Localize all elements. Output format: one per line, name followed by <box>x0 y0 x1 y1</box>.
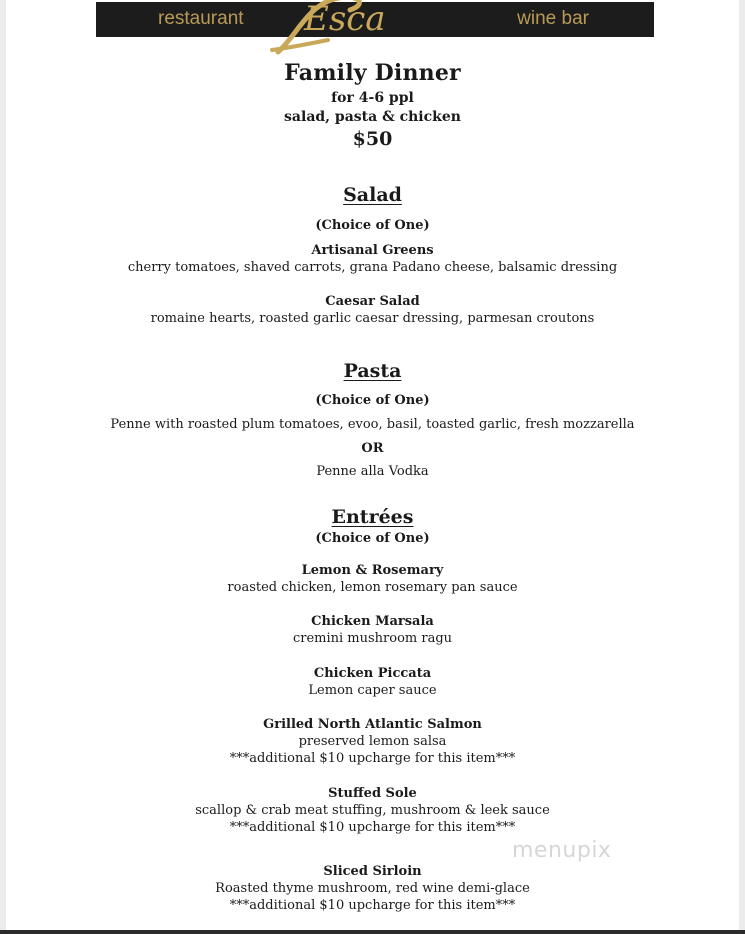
entree-item-desc: Lemon caper sauce <box>308 683 437 698</box>
esca-logo-text: Esca <box>304 0 386 39</box>
page-bottom-edge <box>0 930 745 934</box>
serves-line: for 4-6 ppl <box>331 90 414 106</box>
entree-item-name: Grilled North Atlantic Salmon <box>263 717 482 732</box>
entrees-choice: (Choice of One) <box>315 531 430 546</box>
entree-item-desc: cremini mushroom ragu <box>292 631 453 646</box>
salad-item-name: Artisanal Greens <box>311 243 434 258</box>
pasta-heading: Pasta <box>343 360 402 382</box>
salad-item-desc: cherry tomatoes, shaved carrots, grana Padano cheese, balsamic dressing <box>127 260 618 275</box>
entree-item-name: Chicken Piccata <box>313 666 432 681</box>
header-restaurant-label: restaurant <box>158 8 244 29</box>
salad-choice: (Choice of One) <box>315 218 430 233</box>
salad-heading: Salad <box>343 184 402 206</box>
header-wine-bar-label: wine bar <box>517 8 589 29</box>
menu-title: Family Dinner <box>284 60 461 86</box>
entree-item-name: Lemon & Rosemary <box>301 563 444 578</box>
salad-item-desc: romaine hearts, roasted garlic caesar dressing, parmesan croutons <box>150 311 595 326</box>
entree-item-name: Stuffed Sole <box>328 786 417 801</box>
entree-item-note: ***additional $10 upcharge for this item*** <box>229 820 516 835</box>
menupix-watermark: menupix <box>512 838 612 863</box>
entree-item-desc: preserved lemon salsa <box>298 734 447 749</box>
pasta-choice: (Choice of One) <box>315 393 430 408</box>
includes-line: salad, pasta & chicken <box>284 109 461 125</box>
entree-item-name: Sliced Sirloin <box>323 864 422 879</box>
entree-item-name: Chicken Marsala <box>311 614 434 629</box>
entree-item-note: ***additional $10 upcharge for this item*** <box>229 898 516 913</box>
pasta-option-2: Penne alla Vodka <box>316 464 429 479</box>
entree-item-desc: scallop & crab meat stuffing, mushroom & leek sauce <box>195 803 550 818</box>
pasta-or: OR <box>361 441 384 456</box>
entree-item-desc: roasted chicken, lemon rosemary pan sauce <box>227 580 518 595</box>
entree-item-desc: Roasted thyme mushroom, red wine demi-glace <box>215 881 530 896</box>
salad-item-name: Caesar Salad <box>325 294 420 309</box>
entree-item-note: ***additional $10 upcharge for this item*** <box>229 751 516 766</box>
price: $50 <box>352 128 393 150</box>
esca-logo <box>268 0 418 56</box>
entrees-heading: Entrées <box>331 506 414 528</box>
pasta-option-1: Penne with roasted plum tomatoes, evoo, basil, toasted garlic, fresh mozzarella <box>110 417 635 432</box>
